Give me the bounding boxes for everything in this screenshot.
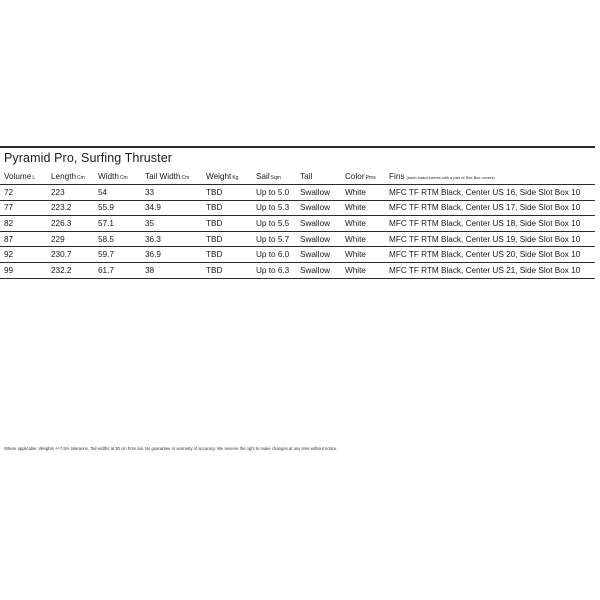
- table-cell: White: [341, 231, 385, 247]
- table-cell: White: [341, 200, 385, 216]
- column-header-unit: (each board comes with a pair of Slot Box covers): [406, 174, 495, 180]
- table-cell: TBD: [202, 262, 252, 278]
- table-cell: 82: [0, 216, 47, 232]
- table-cell: Up to 5.0: [252, 185, 296, 201]
- table-cell: Up to 6.3: [252, 262, 296, 278]
- table-cell: 226.3: [47, 216, 94, 232]
- column-header-unit: Pms: [365, 174, 376, 181]
- table-cell: Swallow: [296, 200, 341, 216]
- column-header-unit: Kg: [232, 174, 239, 181]
- column-header: [141, 168, 202, 185]
- top-divider: [0, 146, 595, 148]
- column-header-label: Color: [345, 171, 365, 181]
- column-header: [0, 168, 47, 185]
- table-cell: Swallow: [296, 185, 341, 201]
- table-cell: 232.2: [47, 262, 94, 278]
- column-header: [296, 168, 341, 185]
- table-header-row: [0, 168, 595, 185]
- column-header-label: Tail Width: [145, 171, 181, 181]
- table-cell: 61.7: [94, 262, 141, 278]
- table-row: [0, 262, 595, 278]
- table-cell: MFC TF RTM Black, Center US 16, Side Slot Box 10: [385, 185, 595, 201]
- table-cell: 58.5: [94, 231, 141, 247]
- table-cell: 55.9: [94, 200, 141, 216]
- table-cell: MFC TF RTM Black, Center US 20, Side Slot Box 10: [385, 247, 595, 263]
- table-cell: 38: [141, 262, 202, 278]
- column-header-label: Fins: [389, 171, 405, 181]
- table-cell: 36.9: [141, 247, 202, 263]
- table-cell: Swallow: [296, 231, 341, 247]
- column-header: [385, 168, 595, 185]
- table-cell: 54: [94, 185, 141, 201]
- table-cell: TBD: [202, 200, 252, 216]
- table-cell: White: [341, 185, 385, 201]
- table-cell: MFC TF RTM Black, Center US 21, Side Slot Box 10: [385, 262, 595, 278]
- column-header-label: Tail: [300, 171, 313, 181]
- table-cell: 57.1: [94, 216, 141, 232]
- table-cell: MFC TF RTM Black, Center US 19, Side Slot Box 10: [385, 231, 595, 247]
- column-header-unit: L: [32, 174, 36, 181]
- table-cell: 99: [0, 262, 47, 278]
- table-cell: 223: [47, 185, 94, 201]
- table-cell: MFC TF RTM Black, Center US 17, Side Slot Box 10: [385, 200, 595, 216]
- column-header-label: Length: [51, 171, 77, 181]
- column-header-label: Volume: [4, 171, 32, 181]
- table-cell: Up to 6.0: [252, 247, 296, 263]
- column-header-label: Sail: [256, 171, 270, 181]
- table-row: [0, 231, 595, 247]
- table-cell: 87: [0, 231, 47, 247]
- table-cell: 77: [0, 200, 47, 216]
- table-cell: White: [341, 262, 385, 278]
- column-header-label: Weight: [206, 171, 232, 181]
- table-cell: White: [341, 216, 385, 232]
- table-cell: TBD: [202, 231, 252, 247]
- table-cell: Up to 5.7: [252, 231, 296, 247]
- table-cell: Swallow: [296, 216, 341, 232]
- table-cell: 230.7: [47, 247, 94, 263]
- table-cell: Up to 5.3: [252, 200, 296, 216]
- table-row: [0, 185, 595, 201]
- table-cell: 34.9: [141, 200, 202, 216]
- table-cell: Swallow: [296, 262, 341, 278]
- table-cell: Up to 5.5: [252, 216, 296, 232]
- column-header-unit: Sqm: [270, 174, 281, 181]
- column-header: [47, 168, 94, 185]
- table-cell: TBD: [202, 185, 252, 201]
- table-row: [0, 247, 595, 263]
- spec-table: [0, 168, 595, 279]
- column-header: [94, 168, 141, 185]
- column-header-unit: Cm: [181, 174, 190, 181]
- table-cell: 35: [141, 216, 202, 232]
- table-cell: TBD: [202, 247, 252, 263]
- table-cell: 223.2: [47, 200, 94, 216]
- column-header: [252, 168, 296, 185]
- table-cell: 229: [47, 231, 94, 247]
- table-body: [0, 185, 595, 279]
- table-cell: 36.3: [141, 231, 202, 247]
- table-cell: 33: [141, 185, 202, 201]
- column-header: [202, 168, 252, 185]
- column-header-unit: Cm: [77, 174, 85, 181]
- table-cell: 92: [0, 247, 47, 263]
- table-cell: White: [341, 247, 385, 263]
- column-header: [341, 168, 385, 185]
- table-row: [0, 200, 595, 216]
- table-cell: 72: [0, 185, 47, 201]
- column-header-unit: Cm: [119, 174, 128, 181]
- table-row: [0, 216, 595, 232]
- page-title: Pyramid Pro, Surfing Thruster: [4, 151, 173, 165]
- table-cell: MFC TF RTM Black, Center US 18, Side Slot Box 10: [385, 216, 595, 232]
- footnote: Where applicable: Weights +/-7.5% tolerance. Tail widths at 30 cm from tail. No guarantee or warranty of accuracy. We reserve the right to make changes at any time without notice.: [4, 446, 338, 451]
- table-cell: TBD: [202, 216, 252, 232]
- table-cell: Swallow: [296, 247, 341, 263]
- column-header-label: Width: [98, 171, 119, 181]
- table-cell: 59.7: [94, 247, 141, 263]
